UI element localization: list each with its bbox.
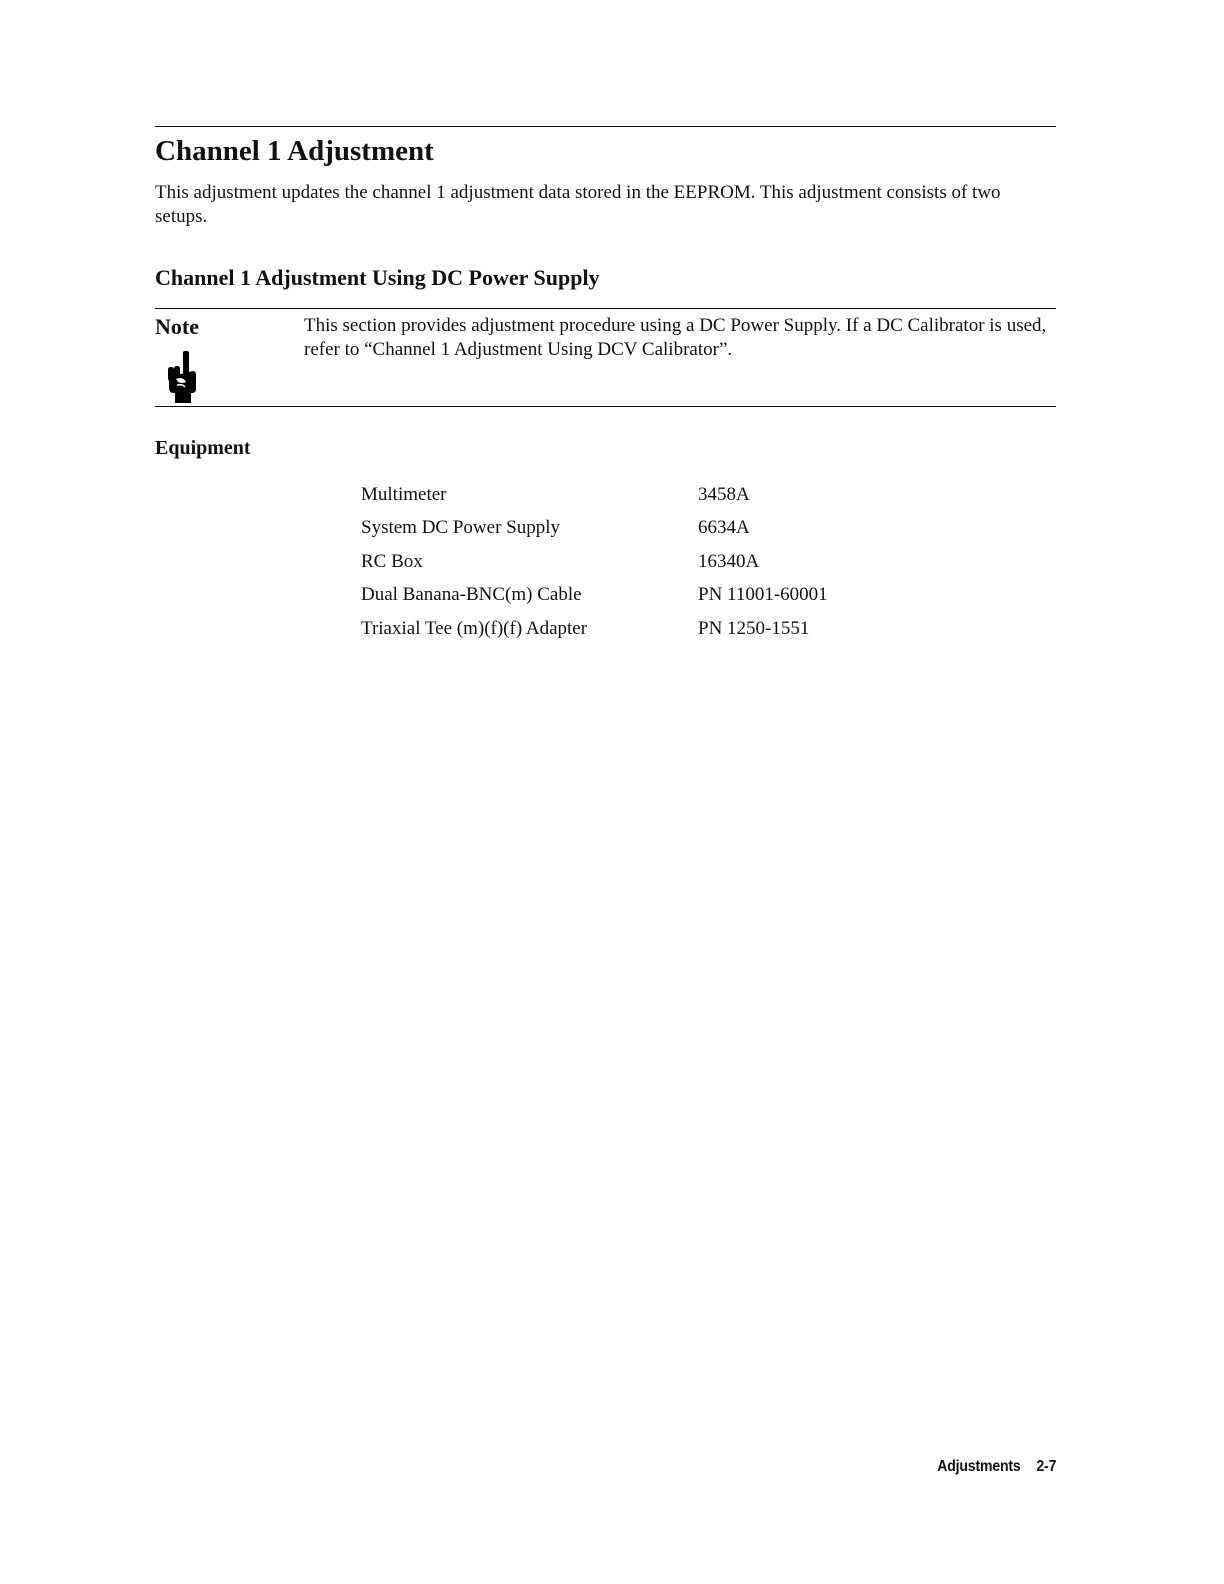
note-left-column <box>155 309 304 406</box>
document-page <box>155 126 1056 646</box>
equipment-name: RC Box <box>361 550 423 572</box>
table-row <box>361 612 828 646</box>
page-footer <box>937 1458 1056 1476</box>
page-number: 2-7 <box>1036 1458 1056 1475</box>
table-row <box>361 512 828 546</box>
table-row <box>361 579 828 613</box>
footer-chapter: Adjustments <box>936 1458 1021 1475</box>
equipment-model: 6634A <box>698 517 750 539</box>
subsection-title: Channel 1 Adjustment Using DC Power Supply <box>155 265 600 290</box>
note-text: This section provides adjustment procedure using a DC Power Supply. If a DC Calibrator is used, refer to “Channel 1 Adjustment Using DCV Calibrator”. <box>304 315 1047 360</box>
equipment-name: Multimeter <box>361 483 447 505</box>
note-box <box>155 309 1056 407</box>
table-row <box>361 545 828 579</box>
table-row <box>361 478 828 512</box>
equipment-model: 3458A <box>698 483 750 505</box>
equipment-heading: Equipment <box>155 437 251 459</box>
section-title: Channel 1 Adjustment <box>155 135 434 167</box>
equipment-table <box>361 478 828 646</box>
section-intro: This adjustment updates the channel 1 adjustment data stored in the EEPROM. This adjustment consists of two setups. <box>155 182 1001 227</box>
equipment-name: Dual Banana-BNC(m) Cable <box>361 584 582 606</box>
equipment-name: Triaxial Tee (m)(f)(f) Adapter <box>361 617 588 639</box>
equipment-name: System DC Power Supply <box>361 517 560 539</box>
note-label: Note <box>155 314 199 339</box>
equipment-model: PN 1250-1551 <box>698 617 810 639</box>
section-top-rule <box>155 126 1056 127</box>
pointing-hand-icon <box>165 351 199 403</box>
equipment-model: PN 11001-60001 <box>698 584 828 606</box>
equipment-model: 16340A <box>698 550 760 572</box>
